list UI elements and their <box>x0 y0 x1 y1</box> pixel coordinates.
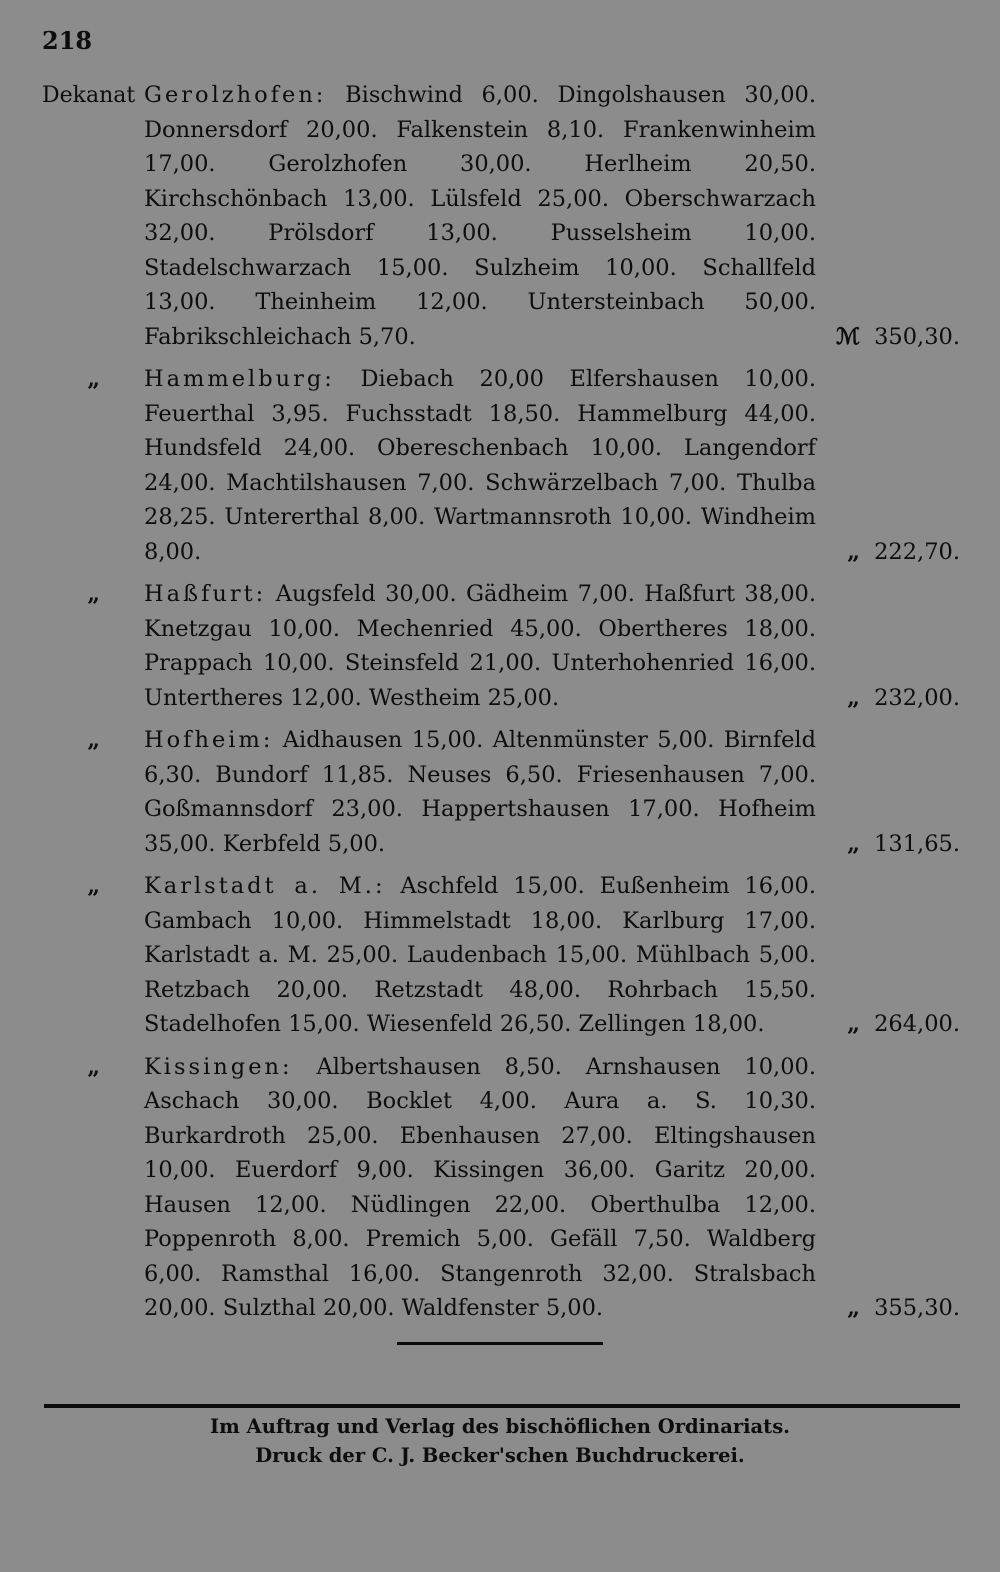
ditto-prefix: „ <box>87 727 100 753</box>
entry-body <box>144 362 816 569</box>
deanery-entry <box>42 362 960 569</box>
ditto-prefix: „ <box>87 873 100 899</box>
parish-contributions: Albertshausen 8,50. Arnshausen 10,00. Aschach 30,00. Bocklet 4,00. Aura a. S. 10,30. Burkardroth 25,00. Ebenhausen 27,00. Eltingshausen 10,00. Euerdorf 9,00. Kissingen 36,00. Garitz 20,00. Hausen 12,00. Nüdlingen 22,00. Oberthulba 12,00. Poppenroth 8,00. Premich 5,00. Gefäll 7,50. Waldberg 6,00. Ramsthal 16,00. Stangenroth 32,00. Stralsbach 20,00. Sulzthal 20,00. Waldfenster 5,00. <box>144 1053 816 1321</box>
ditto-prefix: „ <box>87 366 100 392</box>
entry-total <box>836 320 960 355</box>
total-value: 222,70. <box>874 538 960 565</box>
ditto-mark: „ <box>847 830 861 857</box>
ditto-mark: „ <box>847 684 861 711</box>
deanery-name: Hammelburg: <box>144 366 335 392</box>
deanery-entry <box>42 577 960 715</box>
ditto-mark: „ <box>847 1295 861 1321</box>
ditto-mark: „ <box>847 1011 861 1037</box>
deanery-entry <box>42 723 960 861</box>
entry-total <box>847 1007 960 1042</box>
ditto-mark: „ <box>847 538 861 565</box>
entry-prefix: Dekanat <box>42 83 136 108</box>
parish-contributions: Diebach 20,00 Elfershausen 10,00. Feuerthal 3,95. Fuchsstadt 18,50. Hammelburg 44,00. Hundsfeld 24,00. Obereschenbach 10,00. Langendorf 24,00. Machtilshausen 7,00. Schwärzelbach 7,00. Thulba 28,25. Untererthal 8,00. Wartmannsroth 10,00. Windheim 8,00. <box>144 366 816 565</box>
deanery-name: Haßfurt: <box>144 581 267 607</box>
page-number: 218 <box>42 26 93 55</box>
deanery-list <box>42 78 960 1334</box>
footer-rule <box>44 1404 960 1408</box>
parish-contributions: Bischwind 6,00. Dingolshausen 30,00. Donnersdorf 20,00. Falkenstein 8,10. Frankenwinheim 17,00. Gerolzhofen 30,00. Herlheim 20,50. Kirchschönbach 13,00. Lülsfeld 25,00. Oberschwarzach 32,00. Prölsdorf 13,00. Pusselsheim 10,00. Stadelschwarzach 15,00. Sulzheim 10,00. Schallfeld 13,00. Theinheim 12,00. Untersteinbach 50,00. Fabrikschleichach 5,70. <box>144 82 816 350</box>
entry-total <box>847 535 960 570</box>
deanery-entry <box>42 78 960 354</box>
imprint-printer: Druck der C. J. Becker'schen Buchdruckerei. <box>255 1444 745 1467</box>
deanery-name: Gerolzhofen: <box>144 82 327 108</box>
deanery-name: Karlstadt a. M.: <box>144 873 386 899</box>
deanery-entry <box>42 1050 960 1326</box>
total-value: 232,00. <box>874 684 960 711</box>
imprint-publisher: Im Auftrag und Verlag des bischöflichen Ordinariats. <box>210 1415 790 1438</box>
deanery-entry <box>42 869 960 1042</box>
ditto-prefix: „ <box>87 581 100 607</box>
entry-body <box>144 869 816 1042</box>
total-value: 264,00. <box>874 1011 960 1037</box>
total-value: 350,30. <box>874 323 960 350</box>
entry-body <box>144 78 816 354</box>
deanery-name: Hofheim: <box>144 727 274 753</box>
parish-contributions: Aidhausen 15,00. Altenmünster 5,00. Birnfeld 6,30. Bundorf 11,85. Neuses 6,50. Friesenhausen 7,00. Goßmannsdorf 23,00. Happertshausen 17,00. Hofheim 35,00. Kerbfeld 5,00. <box>144 727 816 857</box>
deanery-name: Kissingen: <box>144 1053 293 1080</box>
total-value: 131,65. <box>874 830 960 857</box>
currency-mark: ℳ <box>836 323 861 350</box>
entry-total <box>847 1291 960 1326</box>
entry-body <box>144 1050 816 1326</box>
total-value: 355,30. <box>874 1295 960 1321</box>
ditto-prefix: „ <box>87 1053 100 1080</box>
parish-contributions: Aschfeld 15,00. Eußenheim 16,00. Gambach 10,00. Himmelstadt 18,00. Karlburg 17,00. Karlstadt a. M. 25,00. Laudenbach 15,00. Mühlbach 5,00. Retzbach 20,00. Retzstadt 48,00. Rohrbach 15,50. Stadelhofen 15,00. Wiesenfeld 26,50. Zellingen 18,00. <box>144 873 817 1037</box>
entry-total <box>847 827 960 862</box>
entry-body <box>144 723 816 861</box>
entry-body <box>144 577 816 715</box>
imprint <box>0 1412 1000 1470</box>
parish-contributions: Augsfeld 30,00. Gädheim 7,00. Haßfurt 38,00. Knetzgau 10,00. Mechenried 45,00. Obertheres 18,00. Prappach 10,00. Steinsfeld 21,00. Unterhohenried 16,00. Untertheres 12,00. Westheim 25,00. <box>144 581 816 711</box>
entry-total <box>847 681 960 716</box>
section-divider <box>397 1342 603 1345</box>
